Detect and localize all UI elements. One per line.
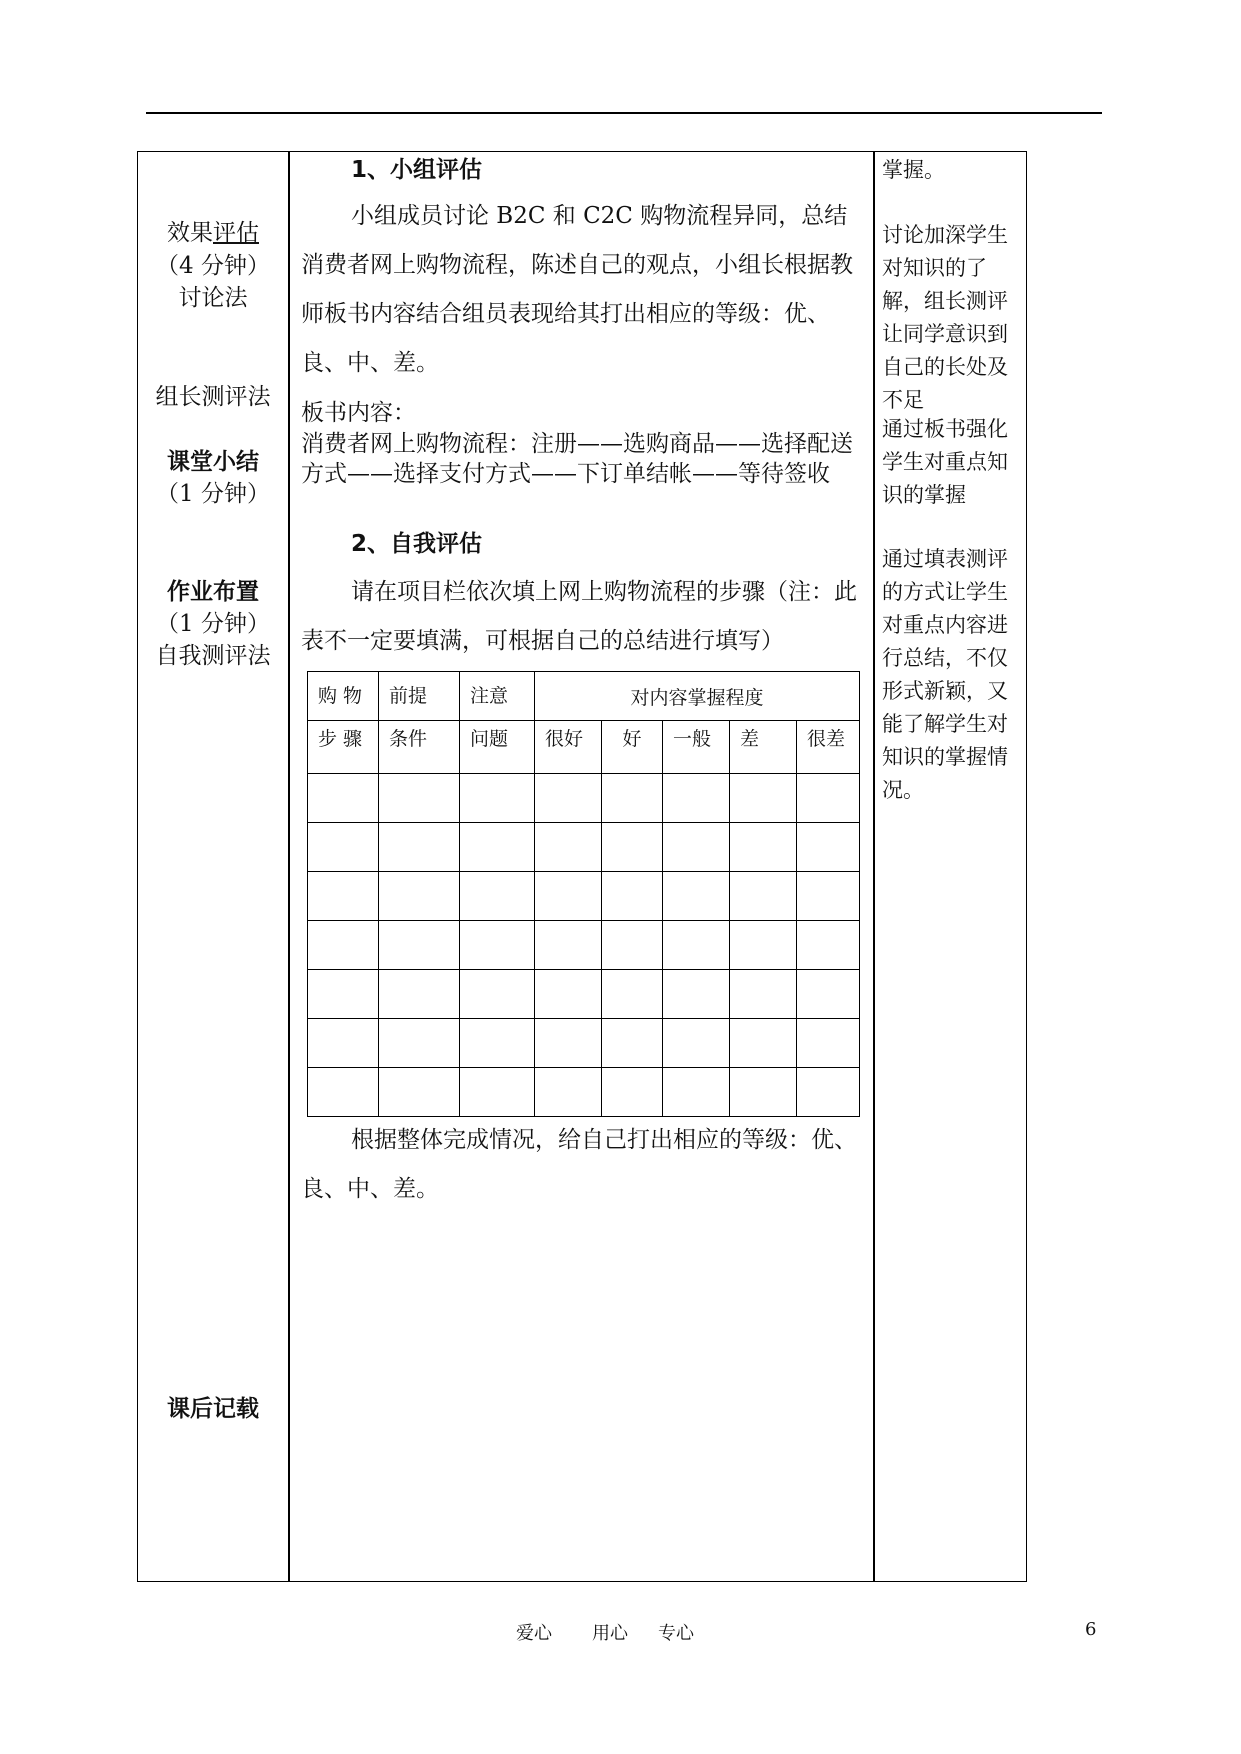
column-divider-left (288, 151, 290, 1582)
effect-time: （4 分钟） (156, 253, 270, 279)
table-row (308, 1019, 860, 1068)
col-precondition-line2: 条件 (379, 721, 460, 774)
footer-item-love: 爱心 (516, 1623, 552, 1644)
column-divider-right (873, 151, 875, 1582)
col-shopping-step-line2: 步 骤 (308, 721, 379, 774)
table-row (308, 872, 860, 921)
footer-item-care: 用心 (592, 1623, 628, 1644)
level-very-poor: 很差 (797, 721, 860, 774)
effect-method-leader: 组长测评法 (155, 384, 271, 410)
footer-item-focus: 专心 (658, 1623, 694, 1644)
effect-title: 效果评估 (167, 220, 259, 246)
after-class-title: 课后记载 (167, 1396, 259, 1422)
header-rule (146, 112, 1102, 114)
section2-heading: 2、自我评估 (351, 531, 483, 557)
self-eval-table (307, 671, 860, 1117)
col-attention-line1: 注意 (460, 672, 535, 721)
table-row (308, 823, 860, 872)
table-row (308, 970, 860, 1019)
table-row (308, 1068, 860, 1117)
level-poor: 差 (730, 721, 797, 774)
table-row (308, 774, 860, 823)
col-shopping-step-line1: 购 物 (308, 672, 379, 721)
section2-paragraph: 请在项目栏依次填上网上购物流程的步骤（注：此表不一定要填满，可根据自己的总结进行填写） (301, 579, 857, 654)
col-precondition-line1: 前提 (379, 672, 460, 721)
note-board: 通过板书强化学生对重点知识的掌握 (882, 417, 1008, 507)
note-mastery: 掌握。 (882, 158, 945, 182)
board-label: 板书内容： (301, 400, 416, 426)
table-row (308, 921, 860, 970)
closing-paragraph: 根据整体完成情况，给自己打出相应的等级：优、良、中、差。 (301, 1127, 857, 1202)
col-attention-line2: 问题 (460, 721, 535, 774)
level-very-good: 很好 (535, 721, 602, 774)
section1-heading: 1、小组评估 (351, 157, 483, 183)
summary-time: （1 分钟） (156, 481, 270, 507)
effect-method-discussion: 讨论法 (178, 285, 248, 311)
page-number: 6 (1085, 1619, 1097, 1640)
summary-title: 课堂小结 (167, 449, 259, 475)
note-discussion: 讨论加深学生对知识的了解，组长测评让同学意识到自己的长处及不足 (882, 223, 1008, 412)
homework-title: 作业布置 (167, 579, 259, 605)
level-average: 一般 (663, 721, 730, 774)
mastery-group-header: 对内容掌握程度 (535, 672, 860, 721)
homework-time: （1 分钟） (156, 611, 270, 637)
section1-paragraph: 小组成员讨论 B2C 和 C2C 购物流程异同，总结消费者网上购物流程，陈述自己的观点，小组长根据教师板书内容结合组员表现给其打出相应的等级：优、良、中、差。 (301, 203, 853, 376)
level-good: 好 (602, 721, 663, 774)
homework-method: 自我测评法 (155, 643, 271, 669)
board-content: 消费者网上购物流程：注册——选购商品——选择配送方式——选择支付方式——下订单结帐——等待签收 (301, 431, 853, 487)
note-self-eval: 通过填表测评的方式让学生对重点内容进行总结，不仅形式新颖，又能了解学生对知识的掌握情况。 (882, 547, 1008, 802)
